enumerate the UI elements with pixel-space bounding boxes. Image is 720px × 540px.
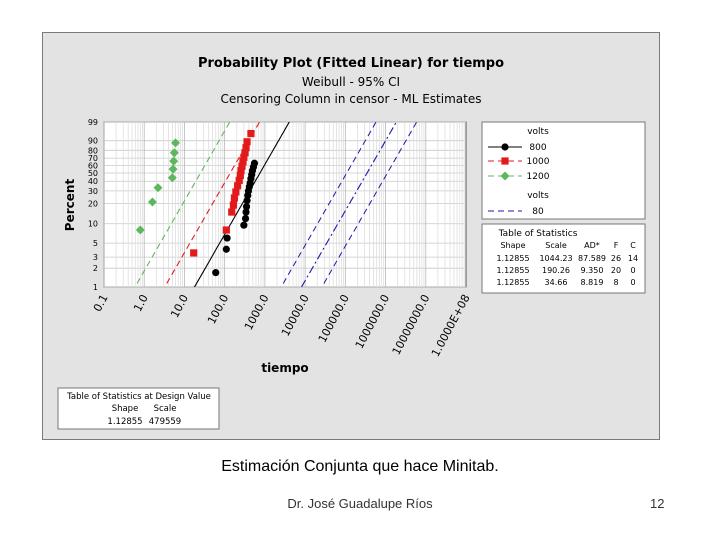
design-table-title: Table of Statistics at Design Value	[67, 392, 211, 402]
author-footer: Dr. José Guadalupe Ríos	[287, 496, 433, 511]
y-tick-label: 5	[92, 239, 98, 249]
stats-table-header: C	[630, 241, 636, 250]
y-tick-label: 90	[87, 136, 98, 146]
y-tick-label: 50	[87, 168, 98, 178]
legend-marker-800	[501, 143, 508, 150]
stats-table-cell: 1.12855	[496, 278, 530, 287]
data-point-1000	[247, 130, 254, 137]
stats-table-cell: 8	[613, 278, 619, 287]
data-point-1000	[228, 208, 235, 215]
data-point-1000	[243, 138, 250, 145]
data-point-1000	[232, 188, 239, 195]
stats-table-header: Scale	[545, 241, 567, 250]
y-tick-label: 70	[87, 154, 98, 164]
stats-table-title: Table of Statistics	[498, 229, 578, 239]
data-point-800	[223, 246, 230, 253]
stats-table-cell: 8.819	[580, 278, 604, 287]
design-table-header: Shape	[111, 404, 139, 414]
y-tick-label: 2	[92, 264, 98, 274]
stats-table-cell: 1.12855	[496, 266, 530, 275]
y-tick-label: 20	[87, 199, 98, 209]
y-axis-label: Percent	[63, 178, 77, 232]
x-tick-label: 10.0	[168, 292, 192, 321]
chart-title: Probability Plot (Fitted Linear) for tiempo	[197, 56, 505, 71]
legend-title: volts	[527, 127, 549, 137]
stats-table-cell: 1.12855	[496, 254, 530, 263]
data-point-1000	[230, 201, 237, 208]
legend-title-design: volts	[527, 191, 549, 201]
stats-table-cell: 14	[627, 254, 639, 263]
x-tick-label: 1.0	[131, 292, 151, 314]
x-tick-label: 10000.0	[278, 292, 312, 339]
design-table-cell: 479559	[148, 417, 182, 427]
design-table-cell: 1.12855	[107, 417, 143, 427]
stats-table-cell: 20	[610, 266, 622, 275]
stats-table-cell: 26	[610, 254, 622, 263]
y-tick-label: 60	[87, 161, 98, 171]
legend-label-1000: 1000	[526, 157, 550, 167]
stats-table-cell: 190.26	[542, 266, 570, 275]
chart-subtitle-censor: Censoring Column in censor - ML Estimates	[220, 92, 482, 106]
legend-label-1200: 1200	[526, 172, 550, 182]
x-tick-label: 1.0000E+08	[428, 292, 473, 360]
data-point-800	[240, 222, 247, 229]
stats-table-header: Shape	[500, 241, 526, 250]
y-tick-label: 80	[87, 146, 98, 156]
x-tick-label: 1000000.0	[352, 292, 393, 351]
x-tick-label: 100000.0	[315, 292, 352, 345]
stats-table-cell: 1044.23	[539, 254, 573, 263]
y-tick-label: 30	[87, 186, 98, 196]
x-tick-label: 100.0	[205, 292, 232, 327]
y-tick-label: 1	[92, 283, 98, 292]
y-tick-label: 40	[87, 177, 98, 187]
legend-marker-1000	[501, 157, 508, 164]
data-point-800	[242, 215, 249, 222]
y-tick-label: 10	[87, 219, 98, 229]
design-table-header: Scale	[153, 404, 177, 414]
stats-table-cell: 34.66	[544, 278, 568, 287]
y-tick-label: 3	[92, 253, 98, 263]
stats-table-header: AD*	[584, 241, 600, 250]
page-number: 12	[650, 496, 665, 511]
chart-subtitle-ci: Weibull - 95% CI	[301, 75, 401, 89]
data-point-800	[212, 269, 219, 276]
plot-area	[104, 122, 466, 287]
stats-table-cell: 87.589	[578, 254, 606, 263]
data-point-1000	[223, 226, 230, 233]
x-axis-label: tiempo	[261, 361, 309, 375]
x-tick-label: 0.1	[90, 292, 111, 314]
legend-box	[482, 122, 645, 219]
slide-caption: Estimación Conjunta que hace Minitab.	[221, 458, 499, 475]
stats-table-cell: 0	[630, 266, 636, 275]
x-tick-label: 1000.0	[241, 292, 272, 333]
stats-table-cell: 9.350	[580, 266, 604, 275]
x-tick-label: 10000000.0	[389, 292, 433, 358]
legend-label-80: 80	[532, 207, 544, 217]
legend-label-800: 800	[529, 143, 547, 153]
data-point-1000	[190, 249, 197, 256]
y-tick-label: 99	[87, 118, 98, 127]
stats-table-header: F	[613, 241, 619, 250]
data-point-800	[251, 160, 258, 167]
data-point-800	[224, 234, 231, 241]
stats-table-cell: 0	[630, 278, 636, 287]
